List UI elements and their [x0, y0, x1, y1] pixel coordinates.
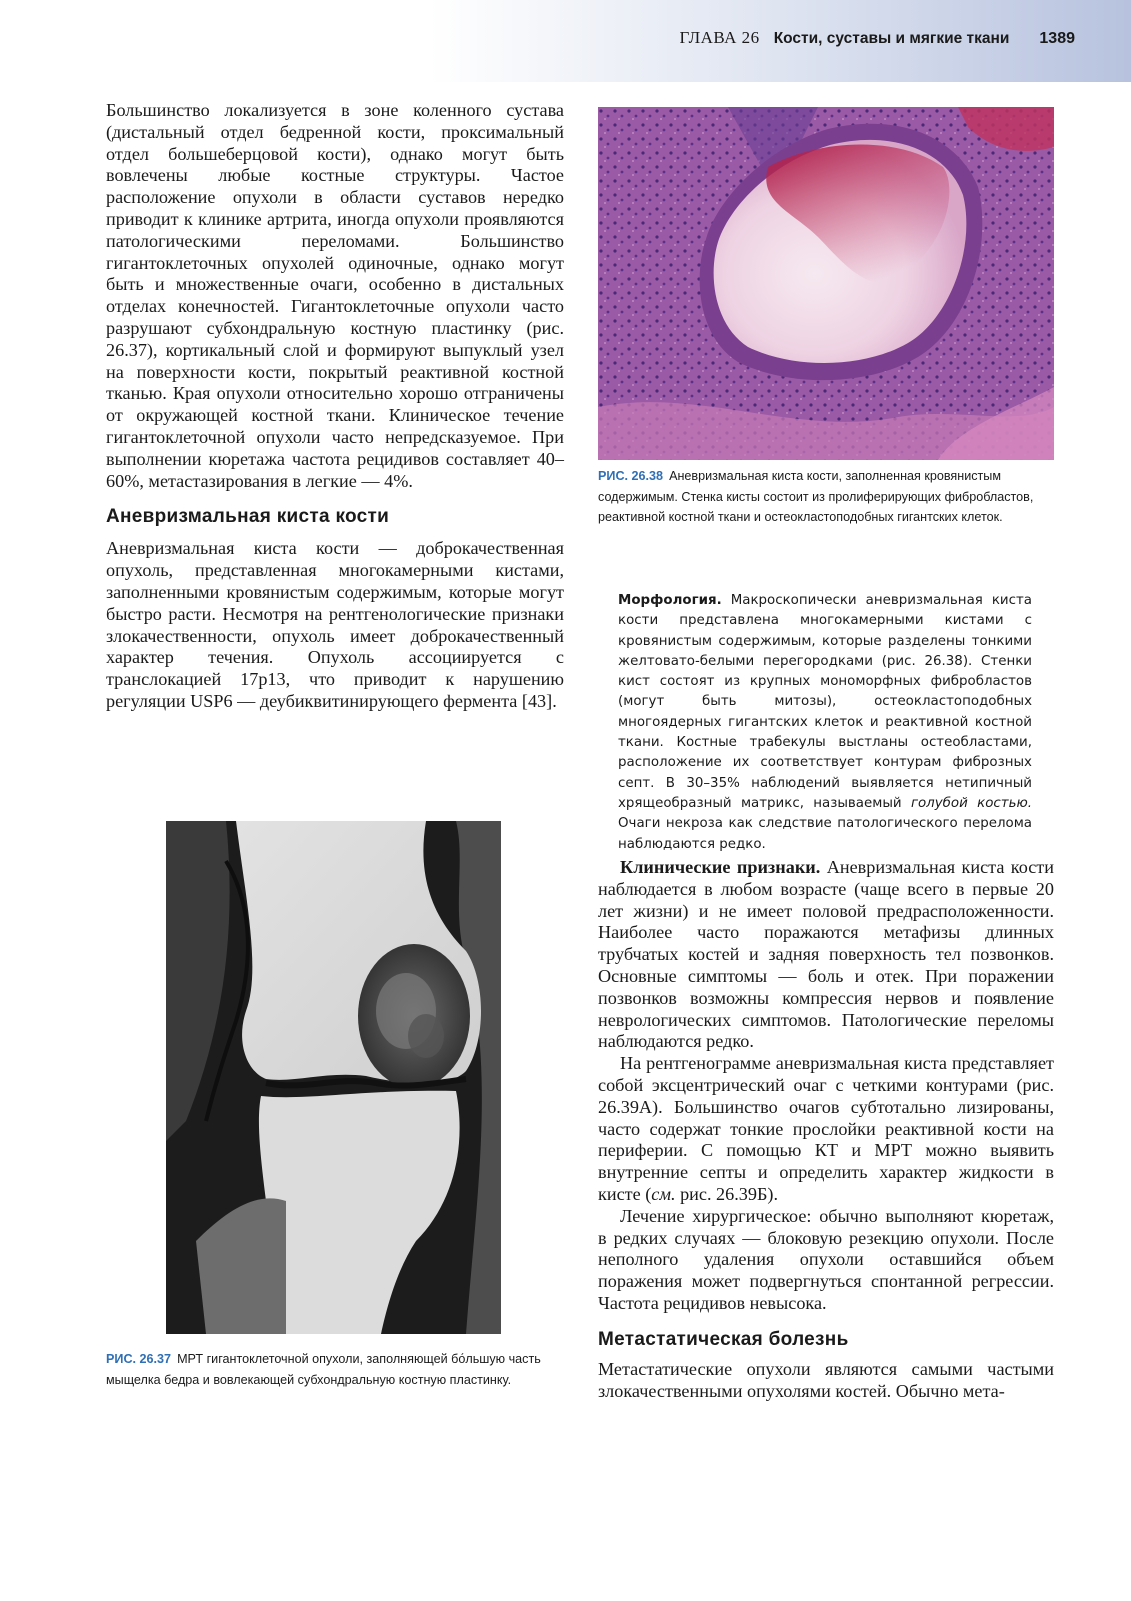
section-heading-metastatic: Метастатическая болезнь [598, 1328, 849, 1350]
clinical-paragraph [598, 857, 1054, 1053]
morphology-text-1: Макроскопически аневризмальная киста кости представлена многокамерными кистами с кровянистым содержимым, которые разделены тонкими желтовато-белыми перегородками (рис. 26.38). Стенки кист состоят из крупных мономорфных фибробластов (могут быть митозы), остеокластоподобных многоядерных гигантских клеток и реактивной костной ткани. Костные трабекулы выстланы остеобластами, расположение их соответствует контурам фиброзных септ. В 30–35% наблюдений выявляется нетипичный хрящеобразный матрикс, называемый [618, 593, 1032, 811]
figure-histology-caption-label: РИС. 26.38 [598, 469, 664, 483]
mri-knee-illustration [166, 821, 501, 1334]
treatment-paragraph: Лечение хирургическое: обычно выполняют кюретаж, в редких случаях — блоковую резекцию опухоли. После неполного удаления опухоли оставшийся объем поражения может подвергнуться спонтанной регрессии. Частота рецидивов невысока. [598, 1205, 1054, 1313]
histology-illustration [598, 107, 1054, 460]
morphology-text-2: Очаги некроза как следствие патологического перелома наблюдаются редко. [618, 816, 1032, 852]
intro-paragraph: Большинство локализуется в зоне коленного сустава (дистальный отдел бедренной кости, проксимальный отдел большеберцовой кости), однако могут быть вовлечены любые костные структуры. Частое расположение опухоли в области суставов нередко приводит к клинике артрита, иногда опухоли проявляются патологическими переломами. Большинство гигантоклеточных опухолей одиночные, однако могут быть и множественные очаги, особенно в дистальных отделах конечностей. Гигантоклеточные опухоли часто разрушают субхондральную костную пластинку (рис. 26.37), кортикальный слой и формируют выпуклый узел на поверхности кости, покрытый реактивной костной тканью. Края опухоли относительно хорошо отграничены от окружающей костной ткани. Клиническое течение гигантоклеточной опухоли часто непредсказуемое. При выполнении кюретажа частота рецидивов составляет 40–60%, метастазирования в легкие — 4%. [106, 100, 564, 491]
morphology-block [618, 591, 1032, 855]
figure-mri-caption-text: МРТ гигантоклеточной опухоли, заполняющей бо́льшую часть мыщелка бедра и вовлекающей субхондральную костную пластинку. [106, 1352, 541, 1387]
metastatic-paragraph: Метастатические опухоли являются самыми частыми злокачественными опухолями костей. Обычно мета- [598, 1358, 1054, 1401]
figure-histology-caption-block [598, 466, 1048, 528]
figure-histology-caption [598, 466, 1048, 528]
right-column-body [598, 857, 1054, 1402]
figure-histology-image [598, 107, 1054, 460]
chapter-title: Кости, суставы и мягкие ткани [773, 30, 1010, 47]
figure-mri-caption-block [106, 1349, 572, 1390]
chapter-label: ГЛАВА 26 [679, 28, 760, 47]
figure-histology-caption-text: Аневризмальная киста кости, заполненная кровянистым содержимым. Стенка кисты состоит из пролиферирующих фибробластов, реактивной костной ткани и остеокластоподобных гигантских клеток. [598, 469, 1034, 524]
figure-mri-caption-label: РИС. 26.37 [106, 1352, 172, 1366]
xray-paragraph [598, 1053, 1054, 1206]
running-header [680, 28, 1075, 48]
xray-text-1: На рентгенограмме аневризмальная киста представляет собой эксцентрический очаг с четкими контурами (рис. 26.39А). Большинство очагов субтотально лизированы, часто содержат тонкие прослойки реактивной кости на периферии. С помощью КТ и МРТ можно выявить внутренние септы и определить характер жидкости в кисте ( [598, 1053, 1054, 1204]
clinical-text: Аневризмальная киста кости наблюдается в любом возрасте (чаще всего в первые 20 лет жизни) и не имеет половой предрасположенности. Наиболее часто поражаются метафизы длинных трубчатых костей и задняя поверхность тел позвонков. Основные симптомы — боль и отек. При поражении позвонков возможны компрессия нервов и появление неврологических симптомов. Патологические переломы наблюдаются редко. [598, 857, 1054, 1052]
clinical-lead: Клинические признаки. [620, 857, 821, 877]
page-number: 1389 [1039, 30, 1075, 47]
morphology-lead: Морфология. [618, 593, 722, 608]
morphology-paragraph [618, 591, 1032, 855]
figure-mri-caption [106, 1349, 572, 1390]
abc-paragraph: Аневризмальная киста кости — доброкачественная опухоль, представленная многокамерными кистами, заполненными кровянистым содержимым, которые могут быстро расти. Несмотря на рентгенологические признаки злокачественности, опухоль имеет доброкачественный характер течения. Опухоль ассоциируется с транслокацией 17p13, что приводит к нарушению регуляции USP6 — деубиквитинирующего фермента [43]. [106, 538, 564, 711]
section-heading-abc: Аневризмальная киста кости [106, 506, 390, 528]
xray-italic: см. [651, 1183, 676, 1204]
left-column-top [106, 100, 564, 713]
xray-text-2: рис. 26.39Б). [680, 1183, 779, 1204]
morphology-italic: голубой костью. [910, 795, 1032, 811]
figure-mri-image [166, 821, 501, 1334]
